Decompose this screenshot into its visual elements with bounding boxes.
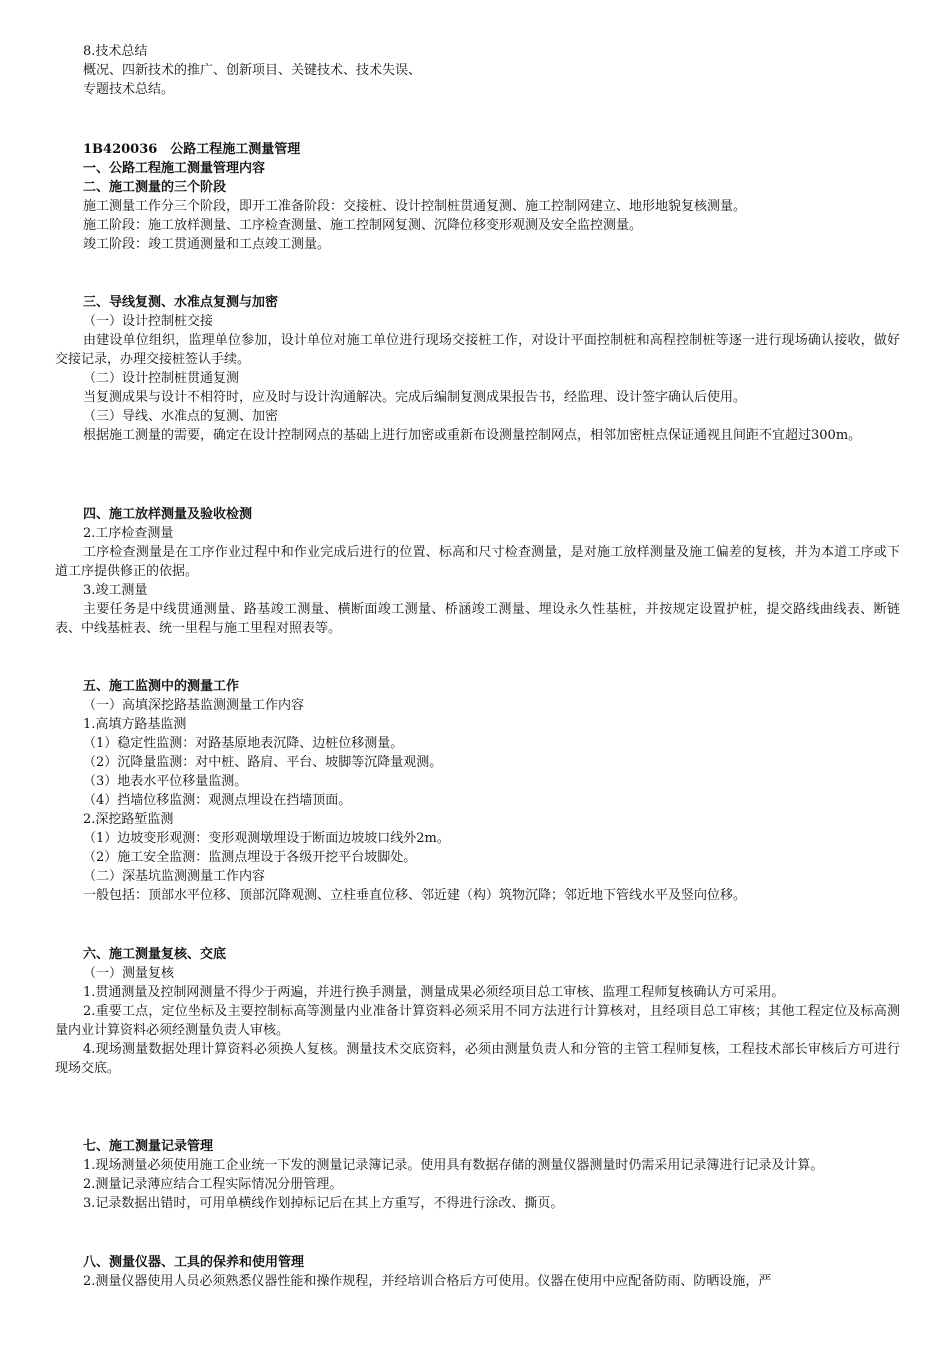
s6-paragraph-2: 2.重要工点，定位坐标及主要控制标高等测量内业准备计算资料必须采用不同方法进行计算核对，且经项目总工审核；其他工程定位及标高测量内业计算资料必须经测量负责人审核。 [55,1004,900,1038]
s5-line-1: 1.高填方路基监测 [83,717,187,732]
s3-sub-2: （二）设计控制桩贯通复测 [83,371,240,386]
s3-paragraph-2: 当复测成果与设计不相符时，应及时与设计沟通解决。完成后编制复测成果报告书，经监理、设计签字确认后使用。 [83,390,747,405]
s3-sub-1: （一）设计控制桩交接 [83,314,214,329]
s7-paragraph-3: 3.记录数据出错时，可用单横线作划掉标记后在其上方重写，不得进行涂改、撕页。 [83,1196,564,1211]
section-measurement-management [55,140,900,254]
s4-paragraph-1: 工序检查测量是在工序作业过程中和作业完成后进行的位置、标高和尺寸检查测量，是对施工放样测量及施工偏差的复核，并为本道工序或下道工序提供修正的依据。 [55,545,900,579]
section-8 [55,1253,900,1291]
s7-paragraph-1: 1.现场测量必须使用施工企业统一下发的测量记录簿记录。使用具有数据存储的测量仪器测量时仍需采用记录簿进行记录及计算。 [83,1158,824,1173]
s5-sub-2: （二）深基坑监测测量工作内容 [83,869,266,884]
s6-paragraph-1: 1.贯通测量及控制网测量不得少于两遍，并进行换手测量，测量成果必须经项目总工审核、监理工程师复核确认方可采用。 [83,985,785,1000]
s6-sub-1: （一）测量复核 [83,966,175,981]
heading-8: 八、测量仪器、工具的保养和使用管理 [83,1255,305,1270]
section-4 [55,505,900,638]
page-title: 1B420036 公路工程施工测量管理 [83,142,301,157]
s2-paragraph-2: 施工阶段：施工放样测量、工序检查测量、施工控制网复测、沉降位移变形观测及安全监控测量。 [83,218,643,233]
section-6 [55,945,900,1078]
s5-line-3: （2）沉降量监测：对中桩、路肩、平台、坡脚等沉降量观测。 [83,755,443,770]
heading-5: 五、施工监测中的测量工作 [83,679,240,694]
s5-line-7: （1）边坡变形观测：变形观测墩埋设于断面边坡坡口线外2m。 [83,831,450,846]
s3-paragraph-1: 由建设单位组织，监理单位参加，设计单位对施工单位进行现场交接桩工作，对设计平面控制桩和高程控制桩等逐一进行现场确认接收，做好交接记录，办理交接桩签认手续。 [55,333,900,367]
section-3 [55,293,900,445]
heading-7: 七、施工测量记录管理 [83,1139,214,1154]
s5-line-2: （1）稳定性监测：对路基原地表沉降、边桩位移测量。 [83,736,404,751]
s5-sub-1: （一）高填深挖路基监测测量工作内容 [83,698,305,713]
s5-line-4: （3）地表水平位移量监测。 [83,774,248,789]
s5-line-9: 一般包括：顶部水平位移、顶部沉降观测、立柱垂直位移、邻近建（构）筑物沉降；邻近地下管线水平及竖向位移。 [83,888,747,903]
summary-line-2: 专题技术总结。 [83,82,175,97]
heading-4: 四、施工放样测量及验收检测 [83,507,253,522]
s5-line-6: 2.深挖路堑监测 [83,812,174,827]
summary-line-1: 概况、四新技术的推广、创新项目、关键技术、技术失误、 [83,63,422,78]
s4-paragraph-2: 主要任务是中线贯通测量、路基竣工测量、横断面竣工测量、桥涵竣工测量、埋设永久性基桩，并按规定设置护桩，提交路线曲线表、断链表、中线基桩表、统一里程与施工里程对照表等。 [55,602,900,636]
s6-paragraph-3: 4.现场测量数据处理计算资料必须换人复核。测量技术交底资料，必须由测量负责人和分管的主管工程师复核，工程技术部长审核后方可进行现场交底。 [55,1042,900,1076]
s5-line-5: （4）挡墙位移监测：观测点埋设在挡墙顶面。 [83,793,352,808]
s4-sub-1: 2.工序检查测量 [83,526,174,541]
summary-heading: 8.技术总结 [83,44,148,59]
heading-1: 一、公路工程施工测量管理内容 [83,161,266,176]
s3-sub-3: （三）导线、水准点的复测、加密 [83,409,279,424]
s2-paragraph-3: 竣工阶段：竣工贯通测量和工点竣工测量。 [83,237,331,252]
s7-paragraph-2: 2.测量记录薄应结合工程实际情况分册管理。 [83,1177,343,1192]
heading-6: 六、施工测量复核、交底 [83,947,227,962]
s3-paragraph-3: 根据施工测量的需要，确定在设计控制网点的基础上进行加密或重新布设测量控制网点，相邻加密桩点保证通视且间距不宜超过300m。 [83,428,862,443]
section-7 [55,1137,900,1213]
section-5 [55,677,900,905]
s2-paragraph-1: 施工测量工作分三个阶段，即开工准备阶段：交接桩、设计控制桩贯通复测、施工控制网建立、地形地貌复核测量。 [83,199,747,214]
heading-2: 二、施工测量的三个阶段 [83,180,227,195]
s8-paragraph-1: 2.测量仪器使用人员必须熟悉仪器性能和操作规程，并经培训合格后方可使用。仪器在使用中应配备防雨、防晒设施，严 [83,1274,772,1289]
s4-sub-2: 3.竣工测量 [83,583,148,598]
s5-line-8: （2）施工安全监测：监测点埋设于各级开挖平台坡脚处。 [83,850,417,865]
heading-3: 三、导线复测、水准点复测与加密 [83,295,279,310]
section-technical-summary [55,42,900,99]
